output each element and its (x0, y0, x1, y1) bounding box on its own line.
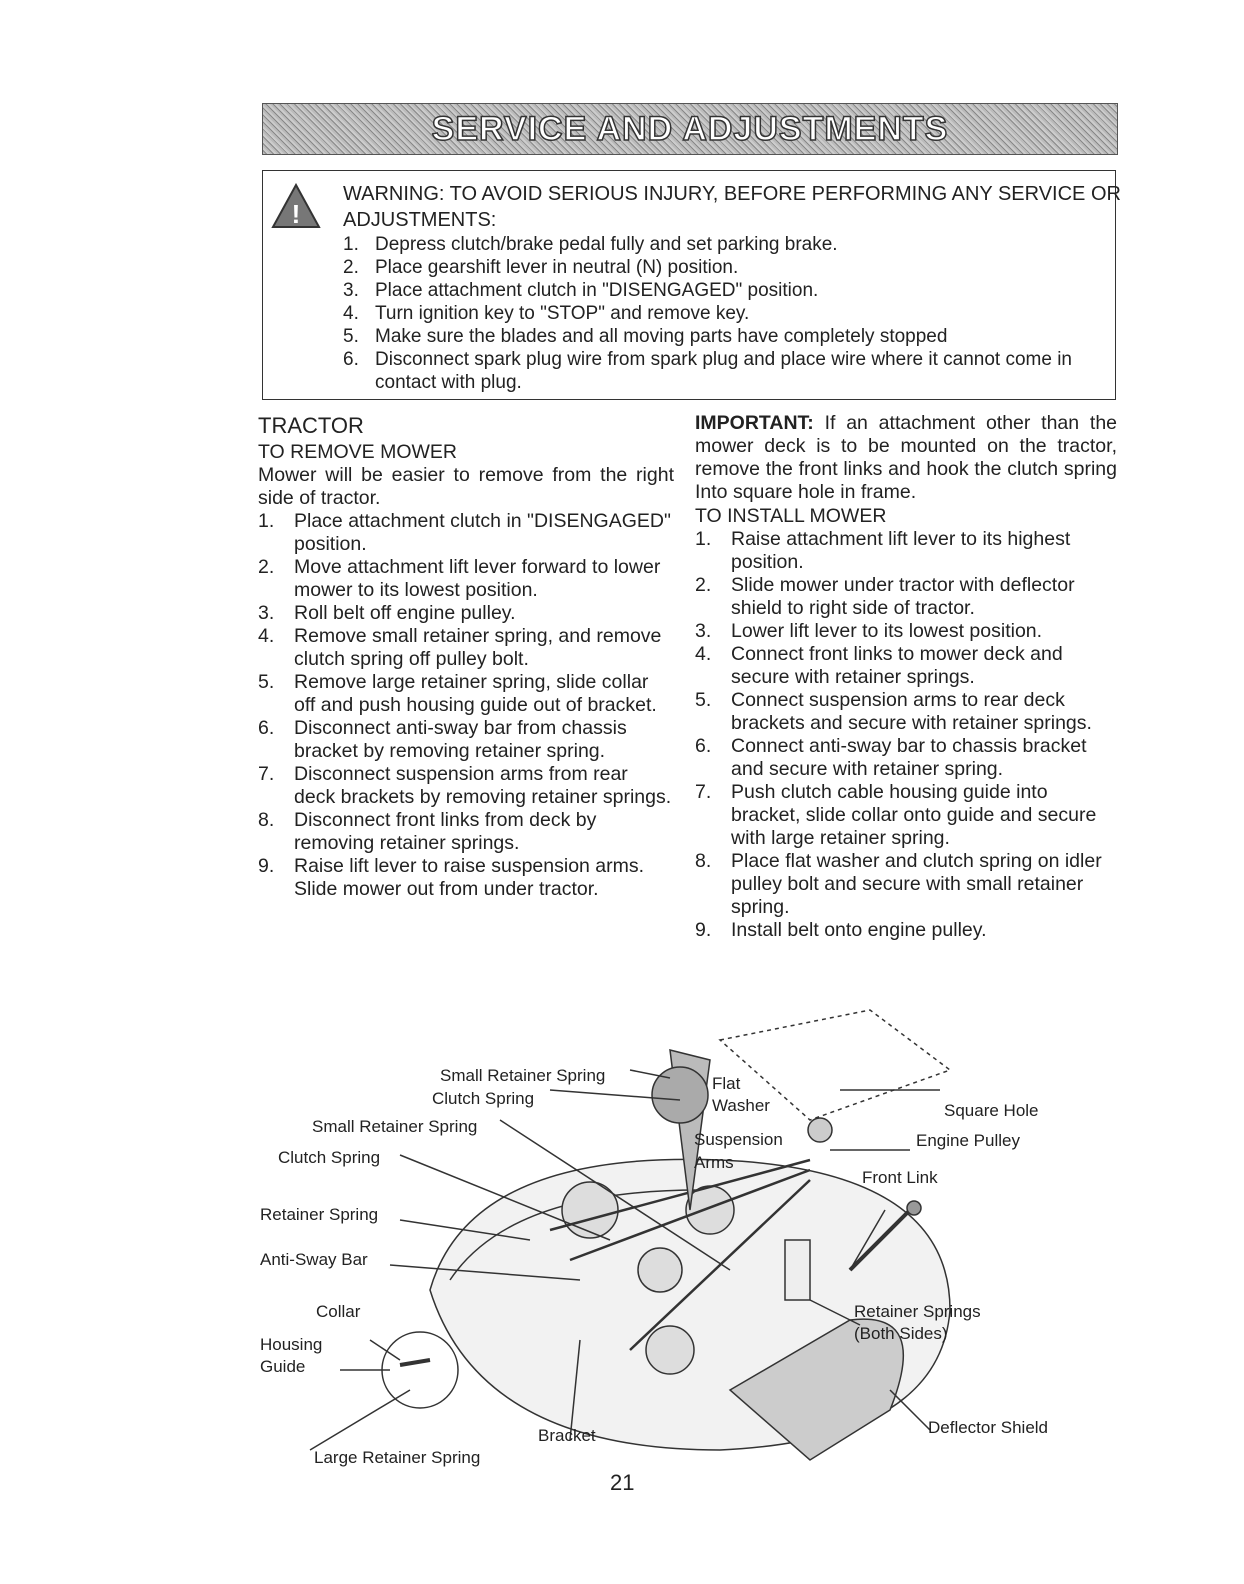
label-guide: Guide (260, 1357, 306, 1376)
item-number: 3. (258, 602, 275, 624)
label-large-retainer-spring: Large Retainer Spring (314, 1448, 481, 1467)
mower-diagram (250, 990, 1120, 1470)
item-text: Place gearshift lever in neutral (N) position. (375, 257, 739, 278)
item-text: Depress clutch/brake pedal fully and set parking brake. (375, 234, 838, 255)
list-item (695, 528, 1117, 574)
label-retainer-springs: Retainer Springs (854, 1302, 981, 1321)
item-text: Remove small retainer spring, and remove clutch spring off pulley bolt. (294, 625, 662, 670)
label-clutch-spring: Clutch Spring (432, 1089, 535, 1108)
left-column (258, 412, 674, 901)
list-item (695, 781, 1117, 850)
mower-illustration (250, 990, 1120, 1470)
label-anti-sway-bar: Anti-Sway Bar (260, 1250, 368, 1269)
item-number: 1. (695, 528, 712, 550)
label-housing: Housing (260, 1335, 323, 1354)
item-number: 6. (258, 717, 275, 739)
tractor-heading: TRACTOR (258, 413, 364, 438)
item-text: Slide mower under tractor with deflector shield to right side of tractor. (731, 574, 1075, 619)
item-number: 6. (343, 349, 359, 370)
install-mower-heading: TO INSTALL MOWER (695, 505, 887, 527)
item-number: 9. (258, 855, 275, 877)
list-item (695, 620, 1117, 643)
section-banner (262, 103, 1118, 155)
item-text: Lower lift lever to its lowest position. (731, 620, 1043, 642)
important-text: If an attachment other than the mower deck is to be mounted on the tractor, remove the front links and hook the clutch spring Into square hole in frame. (695, 412, 1118, 503)
item-number: 4. (258, 625, 275, 647)
list-item (695, 689, 1117, 735)
list-item (258, 855, 674, 901)
item-text: Turn ignition key to "STOP" and remove key. (375, 303, 750, 324)
list-item (343, 302, 1105, 325)
item-number: 8. (695, 850, 712, 872)
page-number: 21 (610, 1470, 635, 1495)
item-text: Make sure the blades and all moving parts have completely stopped (375, 326, 948, 347)
item-text: Disconnect suspension arms from rear deck brackets by removing retainer springs. (294, 763, 672, 808)
list-item (258, 510, 674, 556)
item-number: 5. (695, 689, 712, 711)
item-number: 7. (695, 781, 712, 803)
item-number: 4. (695, 643, 712, 665)
item-text: Raise lift lever to raise suspension arms. Slide mower out from under tractor. (294, 855, 645, 900)
label-flat: Flat (712, 1074, 741, 1093)
item-number: 2. (343, 257, 359, 278)
list-item (343, 348, 1105, 394)
warning-box (262, 170, 1121, 400)
label-collar: Collar (316, 1302, 361, 1321)
item-number: 5. (343, 326, 359, 347)
remove-mower-heading: TO REMOVE MOWER (258, 441, 457, 463)
label-arms: Arms (694, 1153, 734, 1172)
warning-icon (271, 183, 321, 229)
label-front-link: Front Link (862, 1168, 938, 1187)
item-text: Connect suspension arms to rear deck brackets and secure with retainer springs. (731, 689, 1092, 734)
item-number: 1. (258, 510, 275, 532)
item-text: Install belt onto engine pulley. (731, 919, 987, 941)
label-bracket: Bracket (538, 1426, 596, 1445)
svg-text:!: ! (291, 199, 301, 229)
label-both-sides: (Both Sides) (854, 1324, 948, 1343)
list-item (258, 671, 674, 717)
item-text: Disconnect spark plug wire from spark plug and place wire where it cannot come in contact with plug. (375, 349, 1072, 393)
item-text: Disconnect front links from deck by removing retainer springs. (294, 809, 597, 854)
list-item (695, 919, 1117, 942)
list-item (343, 325, 1105, 348)
item-number: 9. (695, 919, 712, 941)
item-text: Place attachment clutch in "DISENGAGED" position. (294, 510, 671, 555)
remove-steps (258, 510, 674, 901)
item-text: Connect front links to mower deck and secure with retainer springs. (731, 643, 1063, 688)
item-text: Move attachment lift lever forward to lower mower to its lowest position. (294, 556, 661, 601)
important-note (695, 412, 1117, 504)
list-item (258, 717, 674, 763)
item-number: 5. (258, 671, 275, 693)
item-number: 7. (258, 763, 275, 785)
list-item (258, 809, 674, 855)
section-title: SERVICE AND ADJUSTMENTS (431, 109, 949, 148)
item-number: 4. (343, 303, 359, 324)
list-item (258, 625, 674, 671)
label-deflector-shield: Deflector Shield (928, 1418, 1049, 1437)
label-square-hole: Square Hole (944, 1101, 1039, 1120)
list-item (343, 279, 1105, 302)
warning-list (343, 233, 1105, 394)
label-small-retainer-spring: Small Retainer Spring (312, 1117, 478, 1136)
item-text: Place attachment clutch in "DISENGAGED" position. (375, 280, 819, 301)
label-suspension: Suspension (694, 1130, 783, 1149)
label-engine-pulley: Engine Pulley (916, 1131, 1020, 1150)
list-item (695, 850, 1117, 919)
list-item (343, 233, 1105, 256)
label-washer: Washer (712, 1096, 770, 1115)
item-text: Roll belt off engine pulley. (294, 602, 516, 624)
item-number: 1. (343, 234, 359, 255)
list-item (258, 763, 674, 809)
item-number: 3. (343, 280, 359, 301)
list-item (695, 574, 1117, 620)
install-steps (695, 528, 1117, 942)
label-clutch-spring: Clutch Spring (278, 1148, 381, 1167)
list-item (258, 602, 674, 625)
item-number: 6. (695, 735, 712, 757)
item-number: 3. (695, 620, 712, 642)
item-number: 8. (258, 809, 275, 831)
item-text: Disconnect anti-sway bar from chassis bracket by removing retainer spring. (294, 717, 627, 762)
remove-intro: Mower will be easier to remove from the right side of tractor. (258, 464, 674, 509)
warning-heading: WARNING: TO AVOID SERIOUS INJURY, BEFORE PERFORMING ANY SERVICE OR ADJUSTMENTS: (343, 183, 1121, 231)
item-number: 2. (258, 556, 275, 578)
label-small-retainer-spring: Small Retainer Spring (440, 1066, 606, 1085)
list-item (258, 556, 674, 602)
list-item (343, 256, 1105, 279)
list-item (695, 735, 1117, 781)
right-column (695, 412, 1117, 942)
item-text: Remove large retainer spring, slide collar off and push housing guide out of bracket. (294, 671, 657, 716)
list-item (695, 643, 1117, 689)
important-label: IMPORTANT: (695, 412, 814, 434)
item-text: Push clutch cable housing guide into bracket, slide collar onto guide and secure with large retainer spring. (731, 781, 1097, 849)
label-retainer-spring: Retainer Spring (260, 1205, 379, 1224)
item-text: Connect anti-sway bar to chassis bracket and secure with retainer spring. (731, 735, 1087, 780)
item-number: 2. (695, 574, 712, 596)
item-text: Raise attachment lift lever to its highest position. (731, 528, 1071, 573)
item-text: Place flat washer and clutch spring on idler pulley bolt and secure with small retainer spring. (731, 850, 1102, 918)
